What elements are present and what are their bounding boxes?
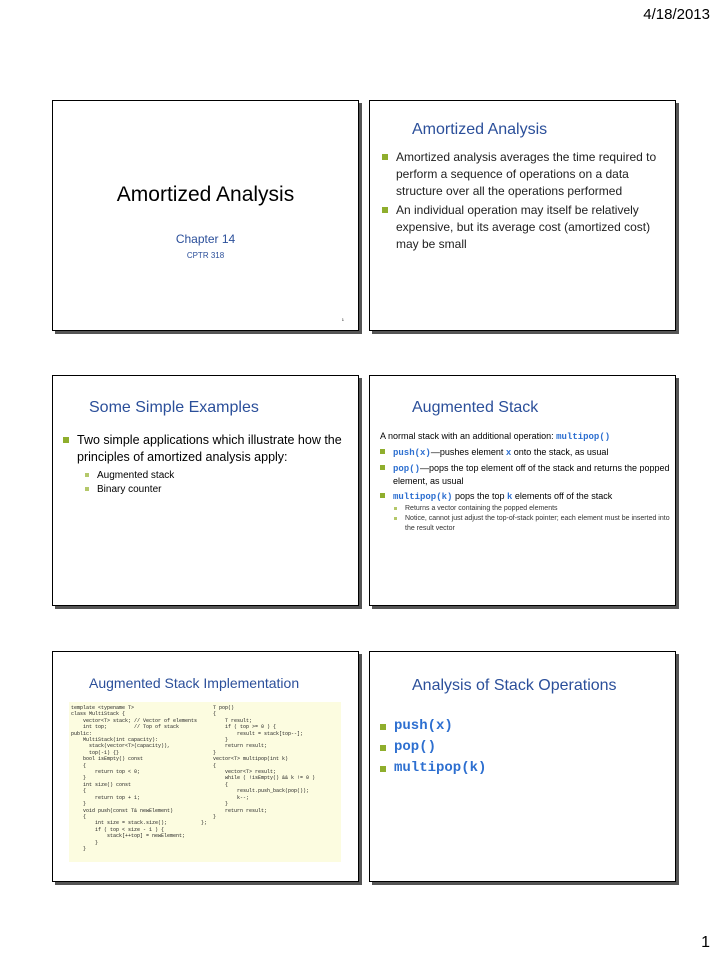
intro-text: A normal stack with an additional operation: multipop() xyxy=(380,431,611,442)
course-label: CPTR 318 xyxy=(186,251,225,260)
page-number: 1 xyxy=(701,934,710,951)
slide-title: Amortized Analysis xyxy=(412,121,548,138)
slide-subtitle: Chapter 14 xyxy=(175,232,236,246)
bullet-square-icon xyxy=(380,766,386,772)
bullet-item: pop() xyxy=(380,739,486,755)
bullet-square-icon xyxy=(394,507,397,510)
bullet-item: Amortized analysis averages the time required to perform a sequence of operations on a data structure over all the operations performed xyxy=(382,149,666,200)
bullet-item: push(x) xyxy=(380,718,486,734)
sub-bullet-item: Augmented stack xyxy=(63,469,349,483)
bullet-square-icon xyxy=(382,154,388,160)
slide-4 xyxy=(369,375,676,606)
bullet-square-icon xyxy=(85,487,89,491)
bullet-item: push(x)—pushes element x onto the stack, as usual xyxy=(380,446,670,459)
bullet-square-icon xyxy=(85,473,89,477)
sub-bullet-item: Binary counter xyxy=(63,483,349,497)
slide-3 xyxy=(52,375,359,606)
bullet-square-icon xyxy=(380,724,386,730)
code-block-left: template <typename T> class MultiStack { vector<T> stack; // Vector of elements int top; // Top of stack public: MultiStack(int capacity): stack(vector<T>(capacity)), top(-1) {} bool isEmpty() const { return top < 0; } int size() const { return top + 1; } void push(const T& newElement) { int size = stack.size(); if ( top < size - 1 ) { stack[++top] = newElement; } } xyxy=(71,705,198,852)
slide-title: Amortized Analysis xyxy=(116,183,295,206)
bullet-item: An individual operation may itself be relatively expensive, but its average cost (amortized cost) may be small xyxy=(382,202,666,253)
bullet-square-icon xyxy=(380,745,386,751)
bullet-square-icon xyxy=(380,493,385,498)
slide-6 xyxy=(369,651,676,882)
slide-1 xyxy=(52,100,359,331)
slide-title: Augmented Stack xyxy=(412,399,539,416)
bullet-item: pop()—pops the top element off of the stack and returns the popped element, as usual xyxy=(380,462,670,487)
slide-title: Some Simple Examples xyxy=(89,399,259,416)
code-block-right: T pop() { T result; if ( top >= 0 ) { result = stack[top--]; } return result; } vector<T> multipop(int k) { vector<T> result; while ( !isEmpty() && k != 0 ) { result.push_back(pop()); k--; } return result; } }; xyxy=(201,705,316,827)
sub-bullet-item: Returns a vector containing the popped elements xyxy=(380,504,670,514)
bullet-square-icon xyxy=(382,207,388,213)
slide-5 xyxy=(52,651,359,882)
slide-title: Augmented Stack Implementation xyxy=(89,675,300,691)
bullet-square-icon xyxy=(380,465,385,470)
slide-title: Analysis of Stack Operations xyxy=(412,677,617,694)
sub-bullet-item: Notice, cannot just adjust the top-of-stack pointer; each element must be inserted into the result vector xyxy=(380,514,670,534)
slide-number: 1 xyxy=(341,317,344,322)
bullet-item: multipop(k) xyxy=(380,760,486,776)
bullet-item: Two simple applications which illustrate how the principles of amortized analysis apply: xyxy=(63,432,349,466)
bullet-square-icon xyxy=(394,517,397,520)
bullet-square-icon xyxy=(63,437,69,443)
page-date: 4/18/2013 xyxy=(643,6,710,23)
bullet-square-icon xyxy=(380,449,385,454)
slide-2 xyxy=(369,100,676,331)
bullet-item: multipop(k) pops the top k elements off of the stack xyxy=(380,490,670,503)
